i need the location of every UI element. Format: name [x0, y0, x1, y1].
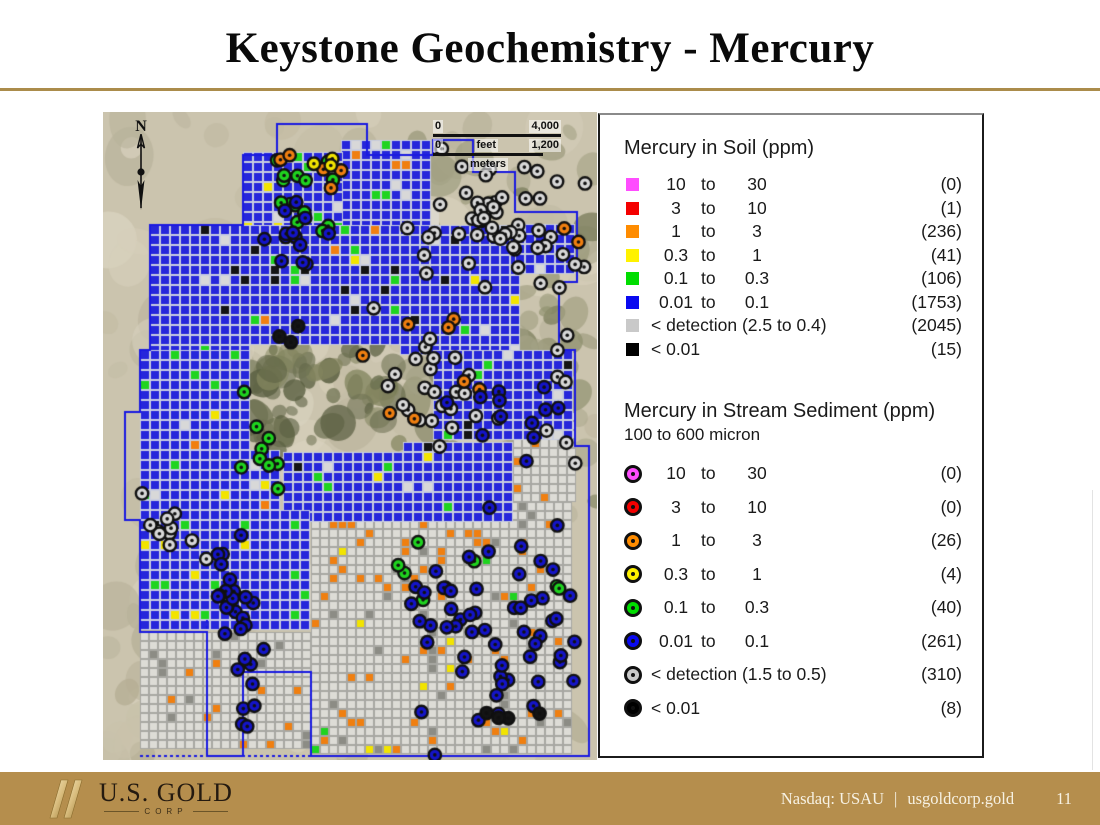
legend-row — [624, 491, 962, 525]
usgold-logo-icon — [46, 778, 90, 820]
legend-row — [624, 173, 962, 197]
legend-row — [624, 267, 962, 291]
range-from: 10 — [666, 463, 686, 484]
legend-row — [624, 291, 962, 315]
legend-row — [624, 625, 962, 659]
range-to: 0.3 — [744, 268, 770, 289]
legend-swatch-circle — [624, 699, 642, 717]
range-to-word: to — [701, 197, 716, 218]
legend-row — [624, 338, 962, 362]
range-to-word: to — [701, 244, 716, 265]
scale-bar-meters — [433, 153, 543, 156]
legend-row — [624, 197, 962, 221]
footer-links — [781, 789, 1072, 809]
stream-legend-rows — [624, 457, 962, 725]
map-scale-bar — [433, 120, 561, 171]
logo-company-name: U.S. GOLD — [99, 778, 233, 807]
legend-swatch-circle — [624, 532, 642, 550]
legend-swatch-square — [626, 272, 639, 285]
scale-meters-unit-row — [433, 158, 543, 171]
swatch-center-dot — [631, 505, 635, 509]
scale-meters-unit: meters — [469, 158, 507, 170]
range-from: 10 — [666, 174, 686, 195]
swatch-center-dot — [631, 572, 635, 576]
range-to: 3 — [752, 221, 762, 242]
legend-count: (106) — [921, 268, 962, 289]
swatch-center-dot — [631, 606, 635, 610]
footer-separator: | — [894, 788, 898, 808]
usgold-logo-text — [99, 778, 233, 816]
legend-count: (15) — [930, 338, 962, 359]
range-from: 0.01 — [658, 630, 694, 651]
scale-mid-labels — [433, 139, 561, 152]
soil-legend-title: Mercury in Soil (ppm) — [624, 137, 815, 159]
swatch-center-dot — [631, 472, 635, 476]
range-to-word: to — [701, 630, 716, 651]
range-to-word: to — [701, 174, 716, 195]
logo-corp-label: CORP — [99, 807, 233, 816]
range-to-word: to — [701, 221, 716, 242]
legend-range: < detection (2.5 to 0.4) — [651, 315, 827, 336]
legend-range — [651, 198, 884, 219]
legend-row — [624, 524, 962, 558]
scale-feet-min: 0 — [435, 120, 442, 132]
legend-swatch-square — [626, 319, 639, 332]
legend-count: (261) — [921, 630, 962, 651]
range-to: 0.1 — [744, 630, 770, 651]
legend-swatch-square — [626, 343, 639, 356]
legend-swatch-circle — [624, 632, 642, 650]
legend-range — [651, 463, 884, 484]
range-to: 10 — [747, 496, 767, 517]
range-to-word: to — [701, 496, 716, 517]
legend-swatch-square — [626, 178, 639, 191]
scale-feet-max: 4,000 — [531, 120, 559, 132]
map-panel — [103, 112, 597, 760]
page-number: 11 — [1056, 788, 1072, 808]
legend-range: < detection (1.5 to 0.5) — [651, 664, 827, 685]
stream-legend-subtitle: 100 to 600 micron — [624, 425, 761, 444]
legend-swatch-square — [626, 296, 639, 309]
legend-swatch-circle — [624, 599, 642, 617]
scale-feet-unit: feet — [476, 139, 497, 151]
legend-swatch-square — [626, 202, 639, 215]
range-from: 0.1 — [663, 597, 689, 618]
legend-range: < 0.01 — [651, 338, 701, 359]
range-from: 0.3 — [663, 244, 689, 265]
legend-row — [624, 558, 962, 592]
footer-website: usgoldcorp.gold — [907, 788, 1015, 808]
range-to: 1 — [752, 563, 762, 584]
legend-panel — [598, 113, 984, 758]
legend-count: (0) — [940, 496, 962, 517]
legend-range — [651, 221, 884, 242]
range-to: 30 — [747, 174, 767, 195]
legend-range — [651, 530, 884, 551]
legend-range — [651, 245, 884, 266]
legend-row — [624, 457, 962, 491]
legend-range — [651, 631, 884, 652]
legend-count: (41) — [930, 244, 962, 265]
legend-count: (1) — [940, 197, 962, 218]
legend-count: (0) — [940, 463, 962, 484]
range-from: 1 — [671, 530, 681, 551]
swatch-center-dot — [631, 639, 635, 643]
page-title: Keystone Geochemistry - Mercury — [225, 25, 875, 72]
right-edge-artifact — [1092, 490, 1093, 770]
footer-ticker: Nasdaq: USAU — [780, 788, 884, 808]
legend-row — [624, 244, 962, 268]
legend-count: (26) — [930, 530, 962, 551]
legend-swatch-circle — [624, 666, 642, 684]
scale-bar-feet — [433, 134, 561, 137]
legend-swatch-square — [626, 249, 639, 262]
swatch-center-dot — [631, 673, 635, 677]
swatch-center-dot — [631, 539, 635, 543]
legend-count: (8) — [940, 697, 962, 718]
range-to-word: to — [701, 291, 716, 312]
stream-legend-title: Mercury in Stream Sediment (ppm) — [624, 400, 936, 422]
range-from: 3 — [671, 197, 681, 218]
legend-range — [651, 497, 884, 518]
range-from: 1 — [671, 221, 681, 242]
geochemistry-map — [103, 112, 597, 760]
scale-meters-min: 0 — [435, 139, 442, 151]
soil-legend-rows — [624, 173, 962, 361]
legend-range — [651, 564, 884, 585]
range-to-word: to — [701, 597, 716, 618]
legend-count: (40) — [930, 597, 962, 618]
range-to: 3 — [752, 530, 762, 551]
legend-swatch-square — [626, 225, 639, 238]
legend-count: (4) — [940, 563, 962, 584]
legend-swatch-circle — [624, 498, 642, 516]
range-from: 0.3 — [663, 563, 689, 584]
range-from: 0.01 — [658, 291, 694, 312]
legend-row — [624, 658, 962, 692]
legend-swatch-circle — [624, 465, 642, 483]
range-to: 0.3 — [744, 597, 770, 618]
legend-row — [624, 692, 962, 726]
north-arrow — [129, 120, 153, 217]
footer-bar — [0, 772, 1100, 825]
legend-row — [624, 314, 962, 338]
legend-count: (310) — [921, 664, 962, 685]
swatch-center-dot — [631, 706, 635, 710]
range-to: 30 — [747, 463, 767, 484]
range-from: 0.1 — [663, 268, 689, 289]
legend-count: (236) — [921, 221, 962, 242]
legend-row — [624, 220, 962, 244]
legend-count: (1753) — [911, 291, 962, 312]
legend-range — [651, 174, 884, 195]
range-to-word: to — [701, 563, 716, 584]
scale-meters-max: 1,200 — [531, 139, 559, 151]
north-label: N — [135, 118, 147, 135]
legend-range — [651, 292, 884, 313]
range-from: 3 — [671, 496, 681, 517]
range-to-word: to — [701, 463, 716, 484]
title-divider — [0, 88, 1100, 91]
north-arrow-icon — [129, 134, 153, 212]
legend-range — [651, 268, 884, 289]
range-to: 10 — [747, 197, 767, 218]
range-to: 0.1 — [744, 291, 770, 312]
legend-row — [624, 591, 962, 625]
legend-range — [651, 597, 884, 618]
scale-feet-labels — [433, 120, 561, 133]
legend-swatch-circle — [624, 565, 642, 583]
range-to-word: to — [701, 530, 716, 551]
legend-count: (2045) — [911, 315, 962, 336]
usgold-logo — [46, 778, 233, 820]
range-to: 1 — [752, 244, 762, 265]
range-to-word: to — [701, 268, 716, 289]
legend-count: (0) — [940, 174, 962, 195]
legend-range: < 0.01 — [651, 697, 701, 718]
